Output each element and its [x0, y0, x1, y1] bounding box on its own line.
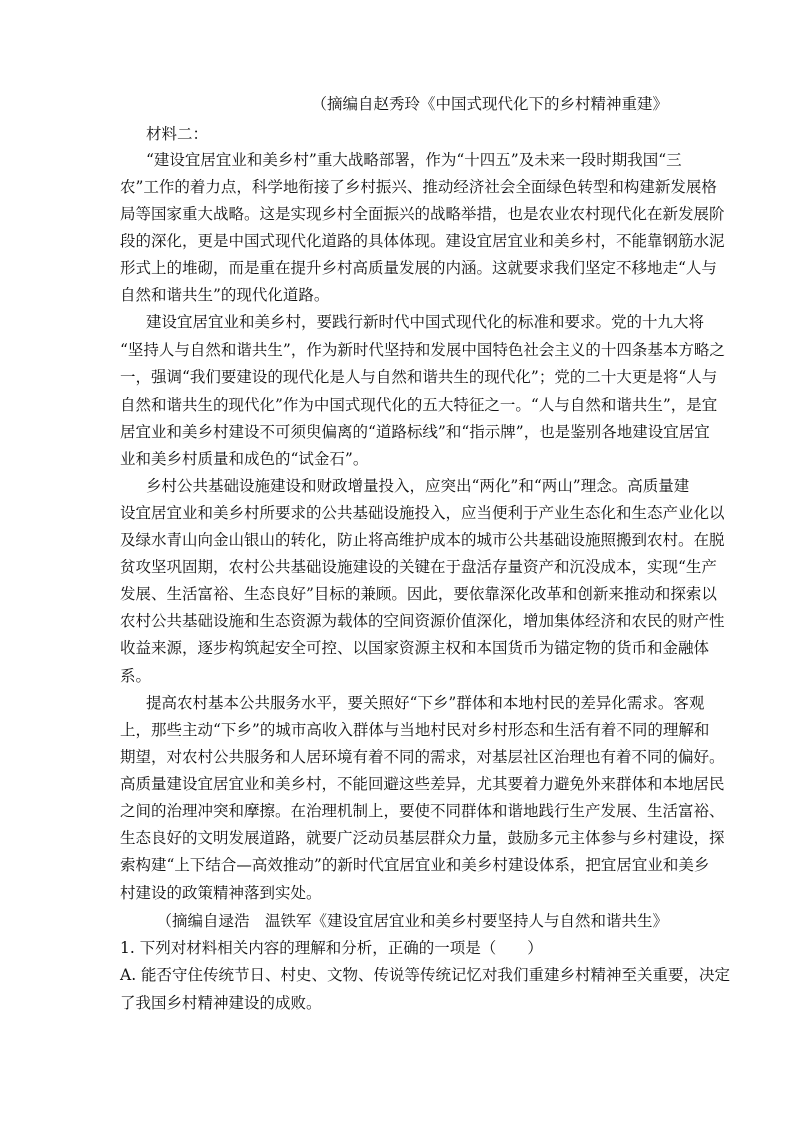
paragraph-line: 自然和谐共生的现代化”作为中国式现代化的五大特征之一。“人与自然和谐共生”，是宜	[120, 396, 718, 414]
paragraph-line: 自然和谐共生”的现代化道路。	[120, 286, 330, 304]
paragraph-line: 形式上的堆砌，而是重在提升乡村高质量发展的内涵。这就要求我们坚定不移地走“人与	[120, 259, 717, 277]
paragraph-line: 提高农村基本公共服务水平，要关照好“下乡”群体和本地村民的差异化需求。客观	[146, 694, 705, 712]
paragraph-line: 农村公共基础设施和生态资源为载体的空间资源价值深化，增加集体经济和农民的财产性	[120, 612, 725, 630]
paragraph-line: 段的深化，更是中国式现代化道路的具体体现。建设宜居宜业和美乡村，不能靠钢筋水泥	[120, 232, 725, 250]
paragraph-line: 乡村公共基础设施建设和财政增量投入，应突出“两化”和“两山”理念。高质量建	[146, 477, 690, 495]
paragraph-line: “坚持人与自然和谐共生”，作为新时代坚持和发展中国特色社会主义的十四条基本方略之	[120, 341, 725, 359]
source-citation-1: （摘编自赵秀玲《中国式现代化下的乡村精神重建》	[311, 95, 668, 113]
paragraph-line: 居宜业和美乡村建设不可须臾偏离的“道路标线”和“指示牌”，也是鉴别各地建设宜居宜	[120, 423, 710, 441]
paragraph-line: 生态良好的文明发展道路，就要广泛动员基层群众力量，鼓励多元主体参与乡村建设，探	[120, 829, 725, 847]
paragraph-line: 建设宜居宜业和美乡村，要践行新时代中国式现代化的标准和要求。党的十九大将	[146, 313, 705, 331]
paragraph-line: 设宜居宜业和美乡村所要求的公共基础设施投入，应当便利于产业生态化和生态产业化以	[120, 504, 725, 522]
paragraph-line: 期望，对农村公共服务和人居环境有着不同的需求，对基层社区治理也有着不同的偏好。	[120, 748, 725, 766]
paragraph-line: 上，那些主动“下乡”的城市高收入群体与当地村民对乡村形态和生活有着不同的理解和	[120, 721, 710, 739]
paragraph-line: 一，强调“我们要建设的现代化是人与自然和谐共生的现代化”；党的二十大更是将“人与	[120, 368, 718, 386]
source-citation-2: （摘编自逯浩 温铁军《建设宜居宜业和美乡村要坚持人与自然和谐共生》	[156, 912, 668, 930]
question-1: 1. 下列对材料相关内容的理解和分析，正确的一项是（ ）	[120, 939, 543, 957]
paragraph-line: 村建设的政策精神落到实处。	[120, 884, 322, 902]
paragraph-line: 发展、生活富裕、生态良好”目标的兼顾。因此，要依靠深化改革和创新来推动和探索以	[120, 585, 717, 603]
paragraph-line: 索构建“上下结合—高效推动”的新时代宜居宜业和美乡村建设体系，把宜居宜业和美乡	[120, 856, 710, 874]
paragraph-line: 及绿水青山向金山银山的转化，防止将高维护成本的城市公共基础设施照搬到农村。在脱	[120, 531, 725, 549]
paragraph-line: 业和美乡村质量和成色的“试金石”。	[120, 450, 369, 468]
paragraph-line: 收益来源，逐步构筑起安全可控、以国家资源主权和本国货币为锚定物的货币和金融体	[120, 639, 710, 657]
paragraph-line: 局等国家重大战略。这是实现乡村全面振兴的战略举措，也是农业农村现代化在新发展阶	[120, 205, 725, 223]
paragraph-line: 贫攻坚巩固期，农村公共基础设施建设的关键在于盘活存量资产和沉没成本，实现“生产	[120, 558, 717, 576]
option-line: 了我国乡村精神建设的成败。	[120, 994, 322, 1012]
paragraph-line: 系。	[120, 667, 152, 685]
paragraph-line: “建设宜居宜业和美乡村”重大战略部署，作为“十四五”及未来一段时期我国“三	[146, 151, 682, 169]
paragraph-line: 高质量建设宜居宜业和美乡村，不能回避这些差异，尤其要着力避免外来群体和本地居民	[120, 775, 725, 793]
paragraph-line: 农”工作的着力点，科学地衔接了乡村振兴、推动经济社会全面绿色转型和构建新发展格	[120, 178, 717, 196]
material-2-label: 材料二：	[146, 125, 209, 143]
option-line: A. 能否守住传统节日、村史、文物、传说等传统记忆对我们重建乡村精神至关重要，决定	[120, 966, 731, 984]
paragraph-line: 之间的治理冲突和摩擦。在治理机制上，要使不同群体和谐地践行生产发展、生活富裕、	[120, 802, 725, 820]
